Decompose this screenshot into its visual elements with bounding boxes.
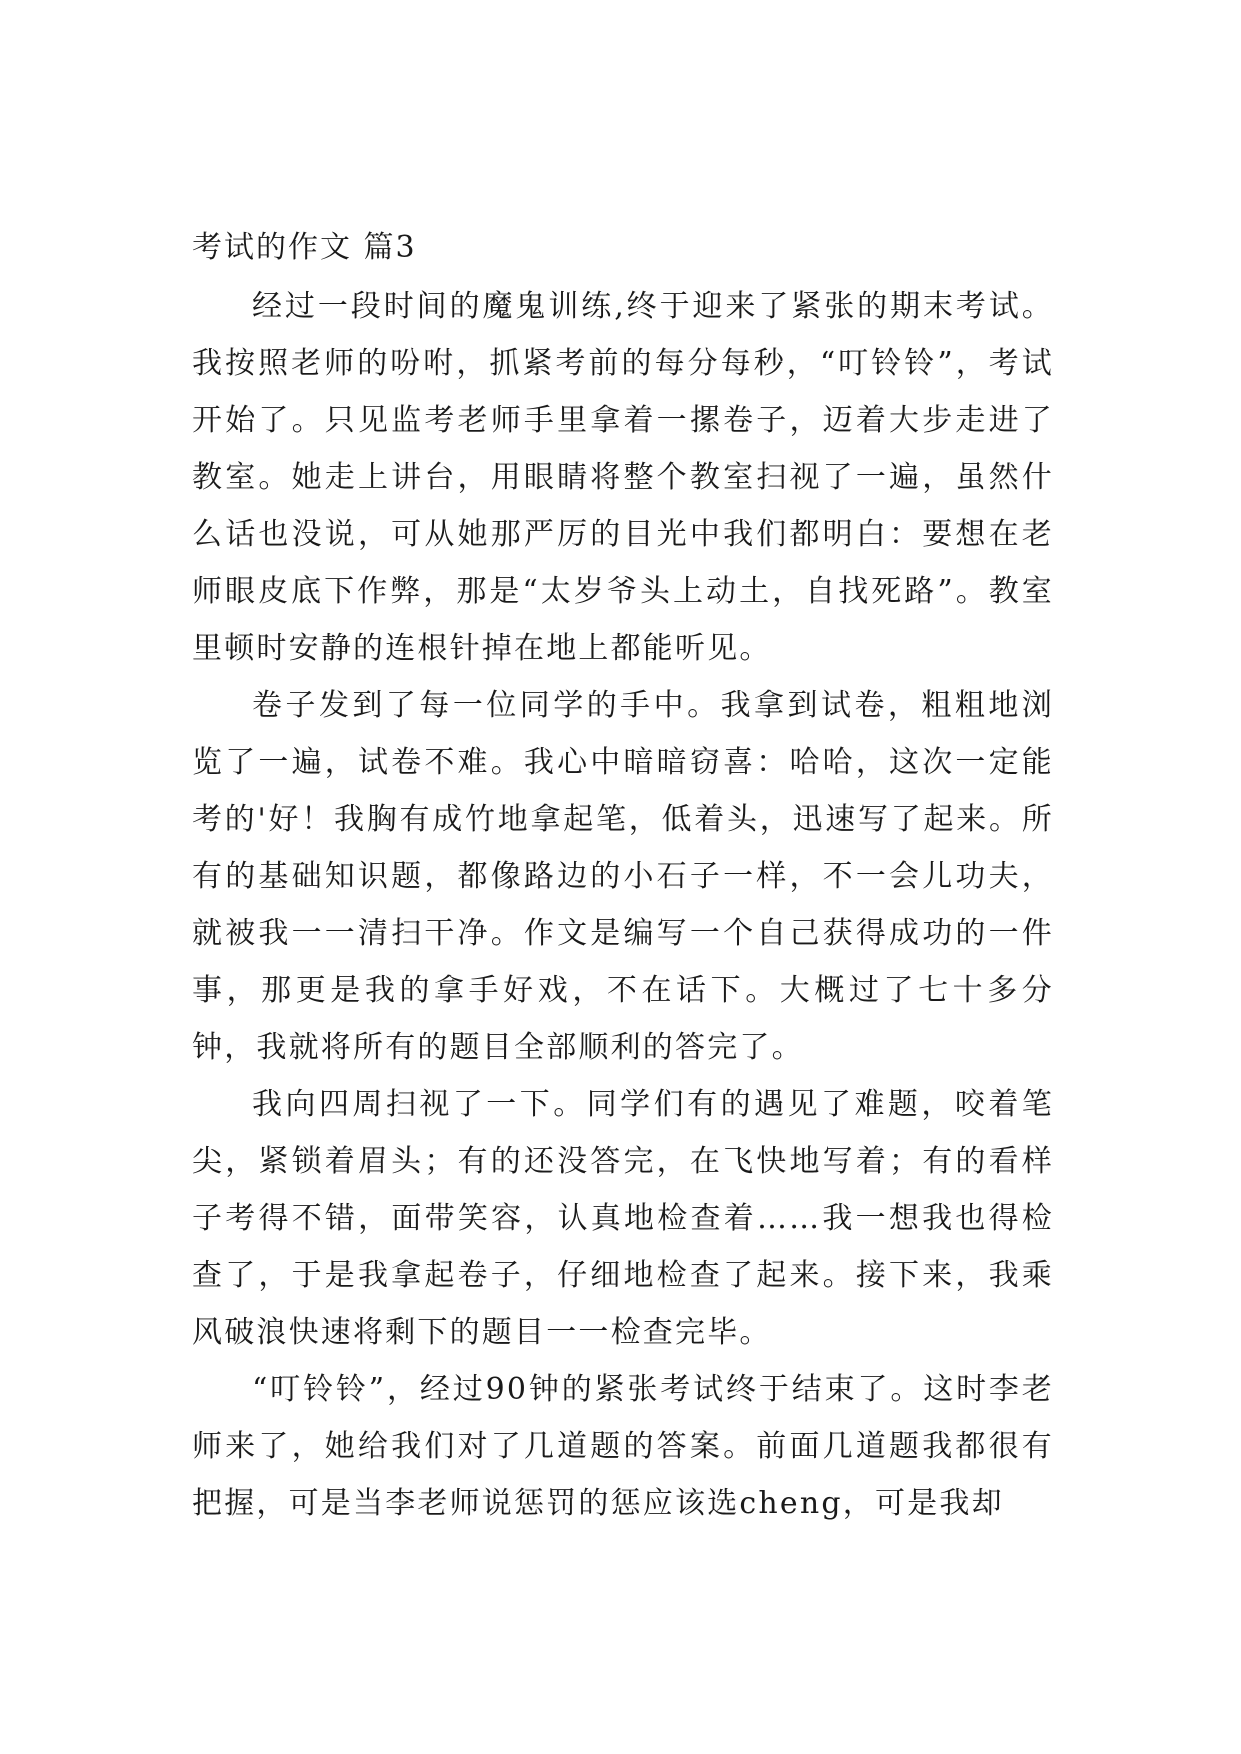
paragraph-3: 我向四周扫视了一下。同学们有的遇见了难题，咬着笔尖，紧锁着眉头；有的还没答完，在飞快地写着；有的看样子考得不错，面带笑容，认真地检查着……我一想我也得检查了，于是我拿起卷子，仔细地检查了起来。接下来，我乘风破浪快速将剩下的题目一一检查完毕。	[192, 1087, 1054, 1350]
paragraph-2: 卷子发到了每一位同学的手中。我拿到试卷，粗粗地浏览了一遍，试卷不难。我心中暗暗窃喜：哈哈，这次一定能考的'好！我胸有成竹地拿起笔，低着头，迅速写了起来。所有的基础知识题，都像路边的小石子一样，不一会儿功夫，就被我一一清扫干净。作文是编写一个自己获得成功的一件事，那更是我的拿手好戏，不在话下。大概过了七十多分钟，我就将所有的题目全部顺利的答完了。	[192, 688, 1054, 1065]
paragraph-1: 经过一段时间的魔鬼训练,终于迎来了紧张的期末考试。我按照老师的吩咐，抓紧考前的每分每秒，“叮铃铃”，考试开始了。只见监考老师手里拿着一摞卷子，迈着大步走进了教室。她走上讲台，用眼睛将整个教室扫视了一遍，虽然什么话也没说，可从她那严厉的目光中我们都明白：要想在老师眼皮底下作弊，那是“太岁爷头上动土，自找死路”。教室里顿时安静的连根针掉在地上都能听见。	[192, 289, 1054, 666]
document-body	[192, 278, 1054, 1532]
paragraph-4: “叮铃铃”，经过90钟的紧张考试终于结束了。这时李老师来了，她给我们对了几道题的答案。前面几道题我都很有把握，可是当李老师说惩罚的惩应该选cheng，可是我却	[192, 1372, 1054, 1521]
document-title: 考试的作文 篇3	[192, 230, 417, 265]
